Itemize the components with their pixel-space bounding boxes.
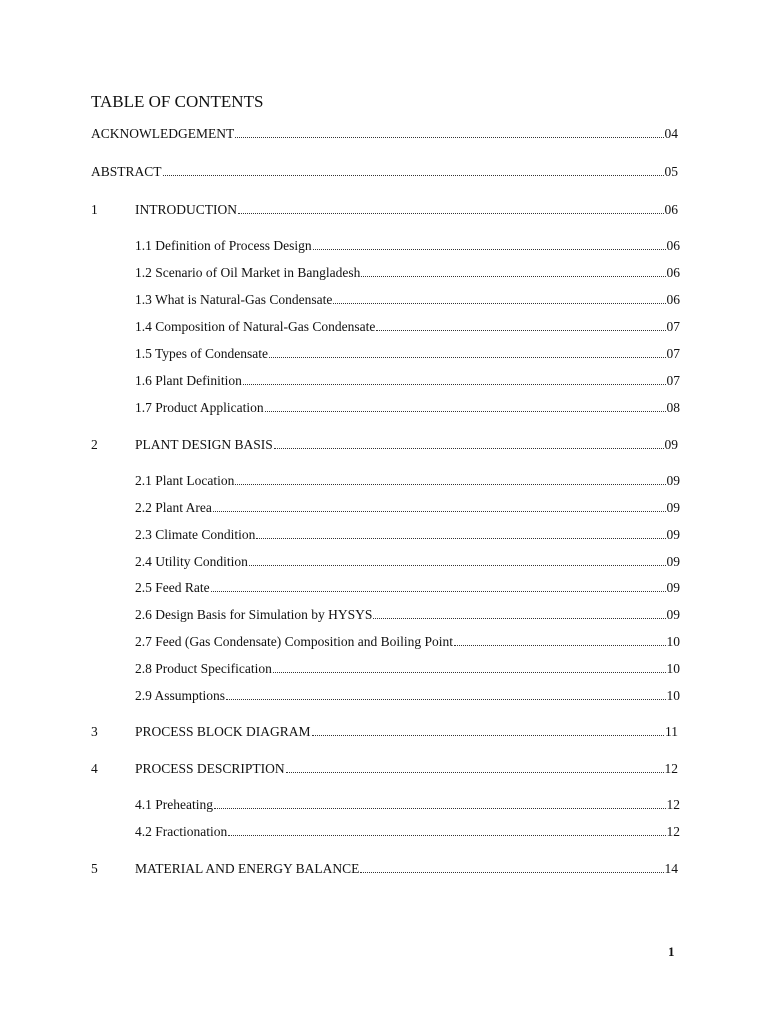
toc-entry-label: 1.3 What is Natural-Gas Condensate xyxy=(135,292,333,307)
toc-subentry[interactable] xyxy=(135,606,680,624)
toc-entry-label: 2.6 Design Basis for Simulation by HYSYS xyxy=(135,607,373,622)
toc-entry-label: 1.4 Composition of Natural-Gas Condensate xyxy=(135,319,376,334)
toc-entry-plant-design-basis[interactable] xyxy=(91,436,678,454)
toc-entry-number: 4 xyxy=(91,761,98,776)
toc-entry-page: 06 xyxy=(666,265,680,280)
toc-entry-number: 5 xyxy=(91,861,98,876)
toc-entry-material-and-energy-balance[interactable] xyxy=(91,860,678,878)
dot-leader xyxy=(238,201,664,214)
toc-entry-page: 12 xyxy=(666,824,680,839)
toc-entry-page: 09 xyxy=(666,473,680,488)
toc-entry-number: 1 xyxy=(91,202,98,217)
toc-entry-page: 06 xyxy=(664,202,678,217)
toc-entry-process-block-diagram[interactable] xyxy=(91,723,678,741)
dot-leader xyxy=(373,606,665,619)
toc-entry-page: 07 xyxy=(666,373,680,388)
toc-entry-label: ACKNOWLEDGEMENT xyxy=(91,126,235,141)
dot-leader xyxy=(235,472,665,485)
toc-entry-page: 07 xyxy=(666,319,680,334)
toc-subentry[interactable] xyxy=(135,372,680,390)
dot-leader xyxy=(360,860,663,873)
page-number: 1 xyxy=(668,944,675,959)
toc-entry-label: 4.2 Fractionation xyxy=(135,824,228,839)
toc-entry-label: INTRODUCTION xyxy=(135,202,237,217)
toc-entry-introduction[interactable] xyxy=(91,201,678,219)
toc-entry-label: 2.8 Product Specification xyxy=(135,661,272,676)
toc-entry-number: 2 xyxy=(91,437,98,452)
toc-subentry[interactable] xyxy=(135,291,680,309)
toc-entry-label: 2.9 Assumptions xyxy=(135,688,226,703)
toc-entry-page: 04 xyxy=(664,126,678,141)
toc-entry-acknowledgement[interactable] xyxy=(91,125,678,143)
toc-entry-page: 09 xyxy=(664,437,678,452)
dot-leader xyxy=(454,633,666,646)
dot-leader xyxy=(274,436,664,449)
dot-leader xyxy=(243,372,666,385)
toc-entry-label: 2.3 Climate Condition xyxy=(135,527,256,542)
toc-entry-label: PROCESS DESCRIPTION xyxy=(135,761,285,776)
toc-entry-process-description[interactable] xyxy=(91,760,678,778)
toc-entry-label: 1.5 Types of Condensate xyxy=(135,346,269,361)
toc-entry-page: 10 xyxy=(666,661,680,676)
dot-leader xyxy=(313,237,666,250)
dot-leader xyxy=(286,760,664,773)
toc-subentry[interactable] xyxy=(135,796,680,814)
toc-entry-label: 2.7 Feed (Gas Condensate) Composition and Boiling Point xyxy=(135,634,453,649)
toc-entry-label: 2.4 Utility Condition xyxy=(135,554,248,569)
dot-leader xyxy=(256,526,665,539)
toc-entry-page: 12 xyxy=(666,797,680,812)
toc-entry-label: 1.1 Definition of Process Design xyxy=(135,238,312,253)
toc-entry-label: 2.1 Plant Location xyxy=(135,473,235,488)
dot-leader xyxy=(265,399,666,412)
toc-subentry[interactable] xyxy=(135,318,680,336)
toc-entry-page: 11 xyxy=(665,724,678,739)
toc-entry-label: PLANT DESIGN BASIS xyxy=(135,437,273,452)
toc-title: TABLE OF CONTENTS xyxy=(91,92,264,111)
toc-subentry[interactable] xyxy=(135,660,680,678)
toc-entry-label: 1.6 Plant Definition xyxy=(135,373,242,388)
toc-entry-label: 2.5 Feed Rate xyxy=(135,580,210,595)
dot-leader xyxy=(249,553,666,566)
dot-leader xyxy=(269,345,665,358)
dot-leader xyxy=(333,291,665,304)
toc-entry-number: 3 xyxy=(91,724,98,739)
toc-entry-label: 1.2 Scenario of Oil Market in Bangladesh xyxy=(135,265,361,280)
toc-entry-label: 1.7 Product Application xyxy=(135,400,264,415)
toc-subentry[interactable] xyxy=(135,499,680,517)
toc-entry-page: 09 xyxy=(666,500,680,515)
dot-leader xyxy=(361,264,665,277)
toc-entry-page: 07 xyxy=(666,346,680,361)
toc-entry-page: 09 xyxy=(666,580,680,595)
toc-entry-page: 08 xyxy=(666,400,680,415)
toc-subentry[interactable] xyxy=(135,633,680,651)
toc-subentry[interactable] xyxy=(135,345,680,363)
dot-leader xyxy=(273,660,666,673)
dot-leader xyxy=(235,125,663,138)
dot-leader xyxy=(211,579,666,592)
toc-entry-label: 2.2 Plant Area xyxy=(135,500,212,515)
toc-entry-abstract[interactable] xyxy=(91,163,678,181)
dot-leader xyxy=(214,796,666,809)
toc-entry-page: 14 xyxy=(664,861,678,876)
toc-subentry[interactable] xyxy=(135,264,680,282)
toc-entry-page: 05 xyxy=(664,164,678,179)
toc-entry-page: 06 xyxy=(666,238,680,253)
toc-entry-label: ABSTRACT xyxy=(91,164,162,179)
dot-leader xyxy=(376,318,665,331)
dot-leader xyxy=(226,687,665,700)
toc-entry-label: PROCESS BLOCK DIAGRAM xyxy=(135,724,311,739)
toc-subentry[interactable] xyxy=(135,553,680,571)
toc-entry-page: 09 xyxy=(666,527,680,542)
toc-entry-page: 06 xyxy=(666,292,680,307)
toc-subentry[interactable] xyxy=(135,579,680,597)
dot-leader xyxy=(228,823,665,836)
toc-subentry[interactable] xyxy=(135,237,680,255)
dot-leader xyxy=(163,163,664,176)
toc-entry-label: 4.1 Preheating xyxy=(135,797,213,812)
toc-entry-page: 10 xyxy=(666,688,680,703)
toc-entry-page: 12 xyxy=(664,761,678,776)
dot-leader xyxy=(312,723,664,736)
toc-entry-label: MATERIAL AND ENERGY BALANCE xyxy=(135,861,360,876)
toc-entry-page: 09 xyxy=(666,554,680,569)
toc-entry-page: 09 xyxy=(666,607,680,622)
toc-subentry[interactable] xyxy=(135,526,680,544)
dot-leader xyxy=(213,499,666,512)
toc-subentry[interactable] xyxy=(135,823,680,841)
toc-entry-page: 10 xyxy=(666,634,680,649)
toc-subentry[interactable] xyxy=(135,399,680,417)
toc-subentry[interactable] xyxy=(135,472,680,490)
toc-subentry[interactable] xyxy=(135,687,680,705)
